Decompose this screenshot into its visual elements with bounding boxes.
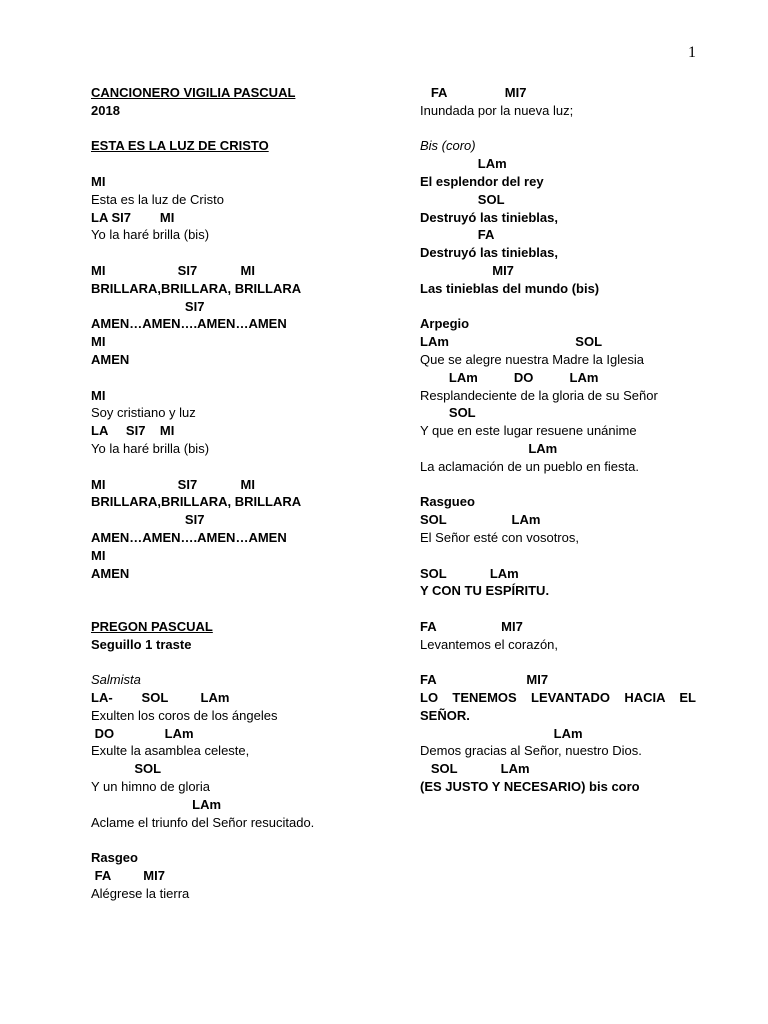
song-line: SOL (420, 405, 476, 421)
blank-line (420, 298, 696, 316)
song-line: SOL (420, 191, 505, 207)
song-line: (ES JUSTO Y NECESARIO) bis coro (420, 779, 640, 795)
blank-line (420, 547, 696, 565)
blank-line (91, 155, 391, 173)
song-line: AMEN (91, 565, 130, 581)
song-line: SOL LAm (420, 512, 541, 528)
blank-line (91, 458, 391, 476)
song-line: DO LAm (91, 725, 194, 741)
song-line: CANCIONERO VIGILIA PASCUAL (91, 85, 296, 100)
blank-line (420, 654, 696, 672)
blank-line (420, 476, 696, 494)
song-line: ESTA ES LA LUZ DE CRISTO (91, 138, 269, 154)
song-line: LAm (420, 440, 558, 456)
song-line: PREGON PASCUAL (91, 618, 213, 634)
song-line: AMEN…AMEN….AMEN…AMEN (91, 316, 287, 332)
song-line: SOL LAm (420, 761, 530, 777)
blank-line (91, 600, 391, 618)
song-line: Que se alegre nuestra Madre la Iglesia (420, 351, 645, 367)
song-line: SOL LAm (420, 565, 519, 581)
song-line: El Señor esté con vosotros, (420, 529, 579, 545)
song-line: Las tinieblas del mundo (bis) (420, 280, 600, 296)
song-line: MI SI7 MI (91, 476, 255, 492)
song-line: Destruyó las tinieblas, (420, 245, 558, 261)
blank-line (91, 120, 391, 138)
song-line: LA SI7 MI (91, 209, 175, 225)
blank-line (91, 369, 391, 387)
song-line: Demos gracias al Señor, nuestro Dios. (420, 743, 642, 759)
song-line: MI (91, 547, 106, 563)
song-line: Yo la haré brilla (bis) (91, 440, 210, 456)
blank-line (91, 582, 391, 600)
song-line: LAm (91, 796, 222, 812)
song-line: Destruyó las tinieblas, (420, 209, 558, 225)
left-column (91, 84, 391, 903)
song-line: FA MI7 (420, 672, 549, 688)
song-line: Y CON TU ESPÍRITU. (420, 583, 550, 599)
song-line: Exulte la asamblea celeste, (91, 743, 250, 759)
song-line: Alégrese la tierra (91, 885, 190, 901)
song-line: 2018 (91, 102, 120, 118)
blank-line (91, 244, 391, 262)
song-line: MI (91, 387, 106, 403)
song-line: Exulten los coros de los ángeles (91, 707, 278, 723)
song-line: SI7 (91, 512, 205, 528)
song-line: LAm (420, 156, 507, 172)
page-number: 1 (688, 44, 696, 61)
song-line: Resplandeciente de la gloria de su Señor (420, 387, 658, 403)
song-line: LA- SOL LAm (91, 690, 230, 706)
blank-line (420, 120, 696, 138)
song-line: Salmista (91, 672, 141, 688)
song-line: SOL (91, 761, 162, 777)
song-line: AMEN…AMEN….AMEN…AMEN (91, 529, 287, 545)
song-line: Y un himno de gloria (91, 779, 211, 795)
song-line: MI SI7 MI (91, 262, 255, 278)
song-line: Rasgeo (91, 850, 138, 866)
song-line: Rasgueo (420, 494, 475, 510)
song-line: MI (91, 334, 106, 350)
song-line: Soy cristiano y luz (91, 405, 196, 421)
song-line: AMEN (91, 351, 130, 367)
song-line: SI7 (91, 298, 205, 314)
song-line: Levantemos el corazón, (420, 636, 559, 652)
right-column (420, 84, 696, 796)
song-line: LAm (420, 725, 583, 741)
song-line: El esplendor del rey (420, 173, 544, 189)
song-line: FA (420, 227, 495, 243)
song-line: Arpegio (420, 316, 470, 332)
song-line: FA MI7 (420, 618, 523, 634)
song-line: Yo la haré brilla (bis) (91, 227, 210, 243)
song-line: Bis (coro) (420, 138, 476, 154)
song-line: Inundada por la nueva luz; (420, 102, 574, 118)
song-line: MI7 (420, 262, 514, 278)
song-line: LO TENEMOS LEVANTADO HACIA EL (420, 690, 696, 706)
song-line: BRILLARA,BRILLARA, BRILLARA (91, 494, 302, 510)
song-line: La aclamación de un pueblo en fiesta. (420, 458, 639, 474)
song-line: LAm DO LAm (420, 369, 599, 385)
song-line: LA SI7 MI (91, 423, 175, 439)
song-line: BRILLARA,BRILLARA, BRILLARA (91, 280, 302, 296)
song-line: LAm SOL (420, 334, 603, 350)
song-line: SEÑOR. (420, 707, 470, 723)
song-line: FA MI7 (91, 868, 165, 884)
song-line: Aclame el triunfo del Señor resucitado. (91, 814, 315, 830)
blank-line (91, 831, 391, 849)
song-line: Seguillo 1 traste (91, 636, 192, 652)
song-line: Esta es la luz de Cristo (91, 191, 224, 207)
song-line: MI (91, 173, 106, 189)
song-line: FA MI7 (420, 85, 527, 100)
blank-line (91, 654, 391, 672)
blank-line (420, 600, 696, 618)
song-line: Y que en este lugar resuene unánime (420, 423, 637, 439)
